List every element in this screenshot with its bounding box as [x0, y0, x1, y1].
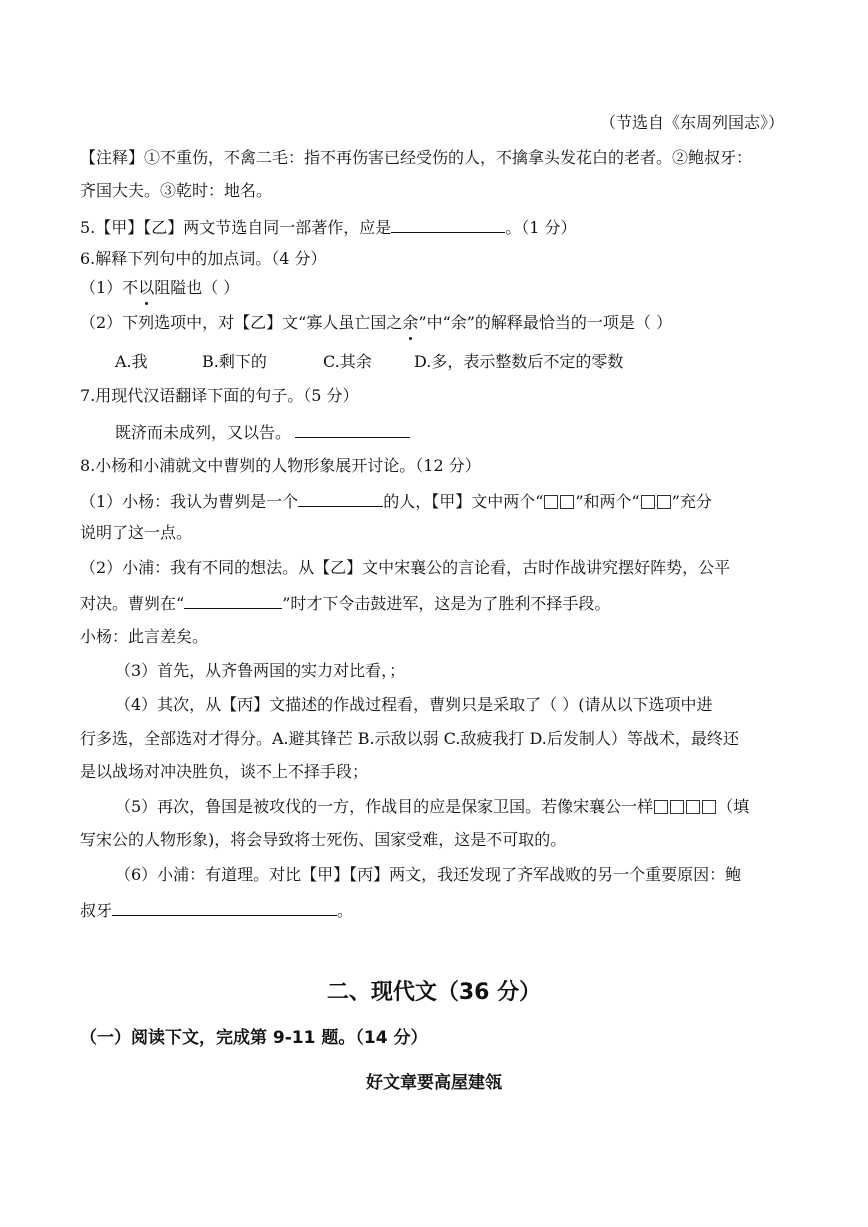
- question-8-part-5-line-1: [115, 797, 749, 817]
- question-8-part-6-text-b: 。: [337, 901, 354, 920]
- question-8-part-2-line-1: （2）小浦：我有不同的想法。从【乙】文中宋襄公的言论看，古时作战讲究摆好阵势，公平: [80, 558, 731, 577]
- question-6-sub-1-prefix: （1）不: [80, 278, 139, 297]
- question-6-sub-1-suffix: 阻隘也（ ）: [154, 278, 240, 297]
- question-6-sub-2-prefix: （2）下列选项中，对【乙】文“寡人虽亡国之: [80, 313, 403, 332]
- question-8-part-5-line-2: 写宋公的人物形象)，将会导致将士死伤、国家受难，这是不可取的。: [80, 830, 567, 849]
- answer-box[interactable]: [641, 495, 655, 509]
- answer-box[interactable]: [657, 495, 671, 509]
- question-8-part-2-line-2: [80, 592, 610, 614]
- question-5-prefix: 5.【甲】【乙】两文节选自同一部著作，应是: [80, 218, 392, 237]
- question-8-part-1-text-b: 的人，【甲】文中两个“: [383, 492, 544, 511]
- dotted-word-yu: 余: [402, 313, 419, 332]
- question-5-suffix: 。（1 分）: [505, 218, 577, 237]
- question-8-part-6-line-2: [80, 899, 353, 921]
- question-6-sub-2-suffix: ”中“余”的解释最恰当的一项是（ ）: [418, 313, 673, 332]
- option-a[interactable]: A.我: [115, 352, 148, 371]
- question-5: [80, 216, 577, 238]
- answer-box[interactable]: [686, 800, 700, 814]
- question-6-title: 6.解释下列句中的加点词。（4 分）: [80, 249, 327, 268]
- question-8-part-5-text-b: （填: [717, 797, 750, 816]
- source-note: （节选自《东周列国志》）: [600, 113, 785, 132]
- answer-box[interactable]: [654, 800, 668, 814]
- question-7-title: 7.用现代汉语翻译下面的句子。（5 分）: [80, 386, 359, 405]
- question-7-answer-blank[interactable]: [295, 421, 410, 438]
- question-6-sub-1: [80, 278, 239, 298]
- question-8-part-6-text-a: 叔牙: [80, 901, 113, 920]
- question-8-part-1-line-2: 说明了这一点。: [80, 523, 193, 542]
- question-8-part-1-text-c: ”和两个“: [575, 492, 640, 511]
- question-8-part-2-text-a: 对决。曹刿在“: [80, 594, 185, 613]
- question-6-sub-2: [80, 313, 672, 333]
- answer-box[interactable]: [560, 495, 574, 509]
- question-7-sentence-line: [115, 421, 410, 443]
- question-8-part-2-text-b: ”时才下令击鼓进军，这是为了胜利不择手段。: [282, 594, 611, 613]
- question-7-sentence: 既济而未成列，又以告。: [115, 423, 292, 442]
- question-8-part-4-line-2: 行多选，全部选对才得分。A.避其锋芒 B.示敌以弱 C.敌疲我打 D.后发制人）等战术，最终还: [80, 729, 739, 748]
- question-6-options: [115, 352, 623, 372]
- section-2-subheading: （一）阅读下文，完成第 9-11 题。（14 分）: [80, 1028, 428, 1048]
- question-8-title: 8.小杨和小浦就文中曹刿的人物形象展开讨论。（12 分）: [80, 456, 481, 475]
- question-8-part-3: （3）首先，从齐鲁两国的实力对比看，；: [115, 661, 406, 680]
- question-8-part-4-line-3: 是以战场对冲决胜负，谈不上不择手段；: [80, 762, 369, 781]
- question-8-part-6-line-1: （6）小浦：有道理。对比【甲】【丙】两文，我还发现了齐军战败的另一个重要原因：鲍: [115, 865, 742, 884]
- question-8-part-2-blank[interactable]: [184, 592, 282, 609]
- option-c[interactable]: C.其余: [323, 352, 372, 371]
- answer-box[interactable]: [702, 800, 716, 814]
- xiaoyang-reply: 小杨：此言差矣。: [80, 627, 209, 646]
- question-8-part-4-line-1: （4）其次，从【丙】文描述的作战过程看，曹刿只是采取了（ ）(请从以下选项中进: [115, 695, 713, 714]
- question-8-part-1-blank[interactable]: [298, 490, 383, 507]
- question-5-answer-blank[interactable]: [391, 216, 505, 233]
- answer-box[interactable]: [544, 495, 558, 509]
- section-2-title: 二、现代文（36 分）: [326, 980, 542, 1005]
- option-d[interactable]: D.多，表示整数后不定的零数: [414, 352, 624, 371]
- question-8-part-1-text-d: ”充分: [671, 492, 712, 511]
- question-8-part-1-line-1: [80, 490, 712, 512]
- option-b[interactable]: B.剩下的: [202, 352, 267, 371]
- answer-box[interactable]: [670, 800, 684, 814]
- question-8-part-5-text-a: （5）再次，鲁国是被攻伐的一方，作战目的应是保家卫国。若像宋襄公一样: [115, 797, 654, 816]
- annotation-line-1: 【注释】①不重伤，不禽二毛：指不再伤害已经受伤的人，不擒拿头发花白的老者。②鲍叔牙：: [80, 148, 753, 167]
- dotted-word-yi: 以: [138, 278, 155, 297]
- article-title: 好文章要高屋建瓴: [366, 1073, 502, 1093]
- annotation-line-2: 齐国大夫。③乾时：地名。: [80, 181, 273, 200]
- question-8-part-1-text-a: （1）小杨：我认为曹刿是一个: [80, 492, 299, 511]
- question-8-part-6-blank[interactable]: [112, 899, 337, 916]
